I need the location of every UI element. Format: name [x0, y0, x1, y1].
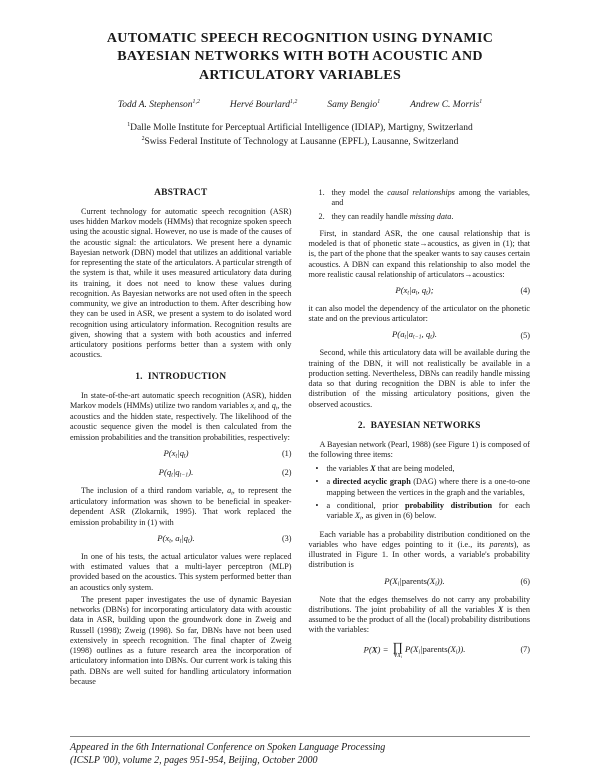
equation-number: (1)	[281, 449, 292, 459]
publication-note	[70, 736, 530, 767]
list-text: they model the causal relationships among the variables, and	[331, 188, 530, 208]
paragraph: Second, while this articulatory data will be available during the training of the DBN, it will not realistically be available in a production setting. Nevertheless, DBNs can readily handle missing data so that during recognition the DBN is able to infer the distribution of the missing articulatory positions, given the observed acoustics.	[308, 348, 530, 409]
equation-formula: P(at|at−1, qt).	[392, 329, 437, 341]
affiliation-sup: 2	[141, 135, 145, 142]
author	[230, 100, 297, 110]
author-affiliation-sup: 1	[377, 99, 381, 106]
author	[118, 100, 200, 110]
two-column-body	[70, 187, 530, 689]
paragraph: In state-of-the-art automatic speech recognition (ASR), hidden Markov models (HMMs) utilize two random variables xt and qt, the acoustics and the hidden state, respectively. The likelihood of the acoustic sequence given the model is then calculated from the emission probabilities and the transition probabilities, respectively:	[70, 390, 292, 442]
title-line: BAYESIAN NETWORKS WITH BOTH ACOUSTIC AND	[117, 49, 483, 65]
equation-formula: P(xt|qt)	[163, 447, 189, 460]
equation-rhs: P(Xi|parents(Xi)).	[404, 644, 466, 656]
equation-4	[309, 285, 531, 298]
publication-note-line: Appeared in the 6th International Conference on Spoken Language Processing	[70, 742, 386, 753]
product-operator	[393, 641, 403, 660]
author-affiliation-sup: 1,2	[289, 99, 298, 106]
equation-formula: P(xt|at, qt);	[395, 285, 434, 297]
paragraph: First, in standard ASR, the one causal relationship that is modeled is that of phonetic state→acoustics, as given in (1); that is, the part of the phone that the speaker wants to say causes certain acoustics. A DBN can expand this relationship to also model the more realistic causal relationship of articulators→acoustics:	[308, 228, 530, 279]
equation-number: (2)	[281, 468, 292, 478]
equation-number: (6)	[520, 576, 530, 586]
affiliations	[70, 122, 530, 149]
author-name: Todd A. Stephenson	[117, 100, 193, 111]
list-item	[319, 212, 531, 222]
paragraph: The inclusion of a third random variable, at, to represent the articulatory information was shown to be beneficial in speaker-dependent ASR (Zlokarnik, 1995). That work replaced the emission probability in (1) with	[70, 485, 292, 527]
bullet-list	[309, 464, 531, 522]
abstract-text: Current technology for automatic speech recognition (ASR) uses hidden Markov models (HMMs) that recognize spoken speech using the acoustic signal. However, no use is made of the causes of the acoustic signal: the articulators. We present here a dynamic Bayesian network (DBN) model that utilizes an additional variable for representing the state of the articulators. A particular strength of the system is that, while it uses measured articulatory data during its training, it does not need to know these values during recognition. As Bayesian networks are not used often in the speech community, we give an introduction to them. After describing how they can be used in ASR, we present a system to do isolated word recognition using articulatory information. Recognition results are given, showing that a system with both acoustics and inferred articulatory positions performs better than a system with only acoustics.	[70, 206, 292, 360]
affiliation-line	[70, 122, 530, 135]
author-name: Hervé Bourlard	[229, 100, 290, 111]
abstract-heading: ABSTRACT	[154, 188, 208, 198]
equation-formula: P(Xi|parents(Xi)).	[384, 575, 445, 588]
equation-5	[309, 329, 531, 342]
publication-note-line: (ICSLP '00), volume 2, pages 951-954, Beijing, October 2000	[70, 755, 318, 766]
equation-3	[70, 533, 292, 546]
author-list	[70, 100, 530, 110]
equation-number: (3)	[281, 534, 292, 544]
bullet-item	[316, 501, 531, 523]
bullet-text: a conditional, prior probability distribution for each variable Xi, as given in (6) below.	[326, 500, 530, 522]
affiliation-text: Dalle Molle Institute for Perceptual Artificial Intelligence (IDIAP), Martigny, Switzerland	[130, 123, 473, 134]
equation-number: (4)	[520, 286, 530, 296]
equation-formula: P(qt|qt−1).	[158, 466, 194, 479]
title-line: AUTOMATIC SPEECH RECOGNITION USING DYNAMIC	[106, 31, 494, 46]
list-marker: 1.	[318, 188, 325, 197]
paper-title	[70, 30, 530, 85]
section-1-heading: 1. INTRODUCTION	[135, 371, 227, 382]
paragraph: In one of his tests, the actual articulator values were replaced with estimated values that a multi-layer perceptron (MLP) provided based on the acoustics. This system performed better than an acoustics only system.	[70, 551, 292, 592]
section-2-heading: 2. BAYESIAN NETWORKS	[357, 420, 481, 431]
product-subscript: ∀Xi	[393, 653, 402, 660]
equation-lhs: P(X) =	[363, 644, 391, 655]
right-column	[309, 187, 531, 689]
product-symbol: ∏	[392, 639, 403, 654]
paragraph: A Bayesian network (Pearl, 1988) (see Figure 1) is composed of the following three items:	[308, 439, 530, 459]
author-affiliation-sup: 1	[479, 99, 483, 106]
list-marker: 2.	[318, 211, 325, 221]
paragraph: it can also model the dependency of the articulator on the phonetic state and on the previous articulator:	[308, 303, 530, 324]
numbered-list	[309, 188, 531, 222]
author	[410, 100, 482, 110]
equation-formula: P(xt, at|qt).	[157, 532, 195, 545]
bullet-marker: •	[315, 500, 319, 510]
author	[327, 100, 380, 110]
author-name: Samy Bengio	[327, 100, 378, 111]
author-affiliation-sup: 1,2	[192, 99, 200, 106]
author-name: Andrew C. Morris	[410, 100, 480, 111]
list-text: they can readily handle missing data.	[331, 211, 454, 221]
bullet-marker: •	[315, 477, 319, 487]
affiliation-sup: 1	[127, 122, 131, 129]
equation-formula	[309, 641, 521, 660]
paragraph: Note that the edges themselves do not carry any probability distributions. The joint probability of all the variables X is then assumed to be the product of all the (local) probability distributions with the variables:	[308, 594, 530, 635]
equation-number: (7)	[520, 645, 530, 655]
list-item	[319, 188, 531, 209]
affiliation-line	[70, 136, 530, 149]
equation-6	[309, 576, 531, 589]
equation-2	[70, 467, 292, 480]
bullet-text: a directed acyclic graph (DAG) where there is a one-to-one mapping between the vertices in the graph and the variables,	[326, 477, 530, 497]
bullet-item	[316, 477, 531, 498]
title-line: ARTICULATORY VARIABLES	[198, 67, 402, 83]
bullet-marker: •	[315, 464, 319, 474]
equation-7	[309, 641, 531, 660]
bullet-item	[316, 464, 531, 474]
left-column	[70, 187, 292, 689]
affiliation-text: Swiss Federal Institute of Technology at Lausanne (EPFL), Lausanne, Switzerland	[144, 136, 459, 147]
bullet-text: the variables X that are being modeled,	[326, 464, 455, 474]
equation-1	[70, 448, 292, 461]
paragraph: Each variable has a probability distribution conditioned on the variables who have edges pointing to it (i.e., its parents), as illustrated in Figure 1. In other words, a variable's probability distribution is	[308, 529, 530, 570]
equation-number: (5)	[520, 330, 530, 340]
paragraph: The present paper investigates the use of dynamic Bayesian networks (DBNs) for incorporating articulatory data with acoustic data in ASR, building upon the groundwork done in Zweig and Russell (1998); Zweig (1998). So far, DBNs have not been used extensively in speech recognition. The final chapter of Zweig (1998) outlines as a future research area the incorporation of articulatory information into DBNs. Our current work is taking this path. DBNs are well suited for handling articulatory information because	[70, 594, 292, 686]
